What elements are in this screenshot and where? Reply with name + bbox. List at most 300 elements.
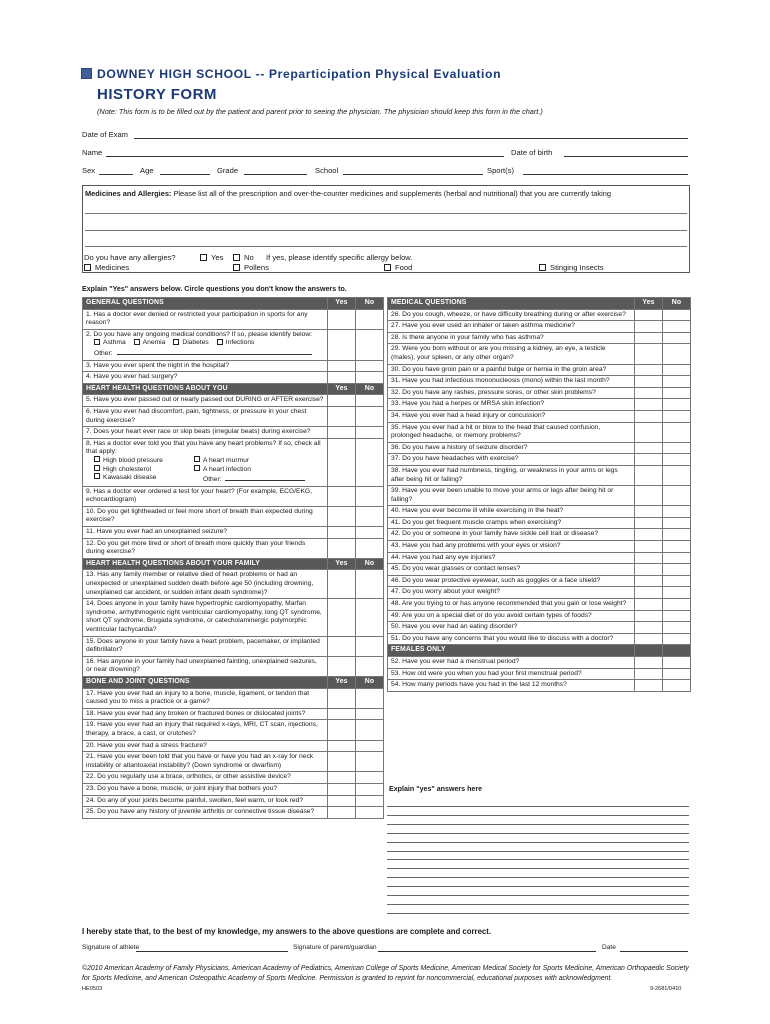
question-text: 36. Do you have a history of seizure disorder? — [391, 443, 528, 451]
copyright-notice: ©2010 American Academy of Family Physicians, American Academy of Pediatrics, American College of Sports Medicine, American Medical Society for Sports Medicine, American Orthopaedic Society for Sports Medicine, and American Osteopathic Academy of Sports Medicine. Permission is granted to reprint for noncommercial, educational purposes with acknowledgment. — [82, 965, 689, 982]
yes-answer-cell[interactable] — [328, 486, 356, 506]
yes-answer-cell[interactable] — [328, 372, 356, 384]
medicines-line-2[interactable] — [85, 230, 687, 231]
heart-problem-label: A heart murmur — [203, 456, 250, 464]
section-title: BONE AND JOINT QUESTIONS — [83, 676, 328, 688]
question-text: 29. Were you born without or are you missing a kidney, an eye, a testicle (males), your spleen, or any other organ? — [391, 345, 606, 361]
question-text: 11. Have you ever had an unexplained seizure? — [86, 528, 228, 536]
yes-answer-cell[interactable] — [328, 538, 356, 558]
yes-answer-cell[interactable] — [328, 783, 356, 795]
yes-answer-cell[interactable] — [635, 321, 663, 333]
question-text-cell — [83, 720, 328, 740]
form-code-left: HE0503 — [82, 986, 103, 992]
question-text-cell — [83, 570, 328, 599]
yes-answer-cell[interactable] — [328, 599, 356, 636]
condition-options — [86, 339, 324, 348]
question-row — [388, 587, 691, 599]
yes-answer-cell[interactable] — [328, 329, 356, 360]
question-row — [388, 633, 691, 645]
question-text-cell — [388, 332, 635, 344]
no-answer-cell[interactable] — [663, 587, 691, 599]
question-text: 13. Has any family member or relative died of heart problems or had an unexpected or unexplained sudden death before age 50 (including drowning, unexplained car accident, or sudden infant death syndrome)? — [86, 571, 314, 596]
question-text-cell — [83, 406, 328, 426]
no-answer-cell[interactable] — [663, 344, 691, 364]
checkbox-icon — [233, 254, 240, 261]
question-text: 42. Do you or someone in your family have sickle cell trait or disease? — [391, 530, 599, 538]
question-text-cell — [388, 321, 635, 333]
no-answer-cell[interactable] — [663, 321, 691, 333]
no-answer-cell[interactable] — [356, 783, 384, 795]
no-answer-cell[interactable] — [356, 720, 384, 740]
question-text: 7. Does your heart ever race or skip beats (irregular beats) during exercise? — [86, 428, 311, 436]
condition-option[interactable] — [94, 339, 126, 346]
name-field[interactable] — [106, 156, 504, 157]
parent-signature-label: Signature of parent/guardian — [293, 944, 377, 951]
yes-answer-cell[interactable] — [328, 688, 356, 708]
question-text-cell — [83, 752, 328, 772]
heart-problem-label: Other: — [203, 476, 222, 484]
explain-line[interactable] — [387, 815, 689, 816]
no-answer-cell[interactable] — [356, 309, 384, 329]
school-label: School — [315, 166, 339, 175]
question-row — [388, 564, 691, 576]
no-answer-cell[interactable] — [663, 506, 691, 518]
yes-answer-cell[interactable] — [635, 442, 663, 454]
no-answer-cell[interactable] — [356, 688, 384, 708]
no-answer-cell[interactable] — [356, 395, 384, 407]
question-text: 19. Have you ever had an injury that required x-rays, MRI, CT scan, injections, therapy, a brace, a cast, or crutches? — [86, 721, 318, 737]
heart-problem-option[interactable] — [94, 474, 194, 485]
condition-option[interactable] — [217, 339, 255, 346]
no-answer-cell[interactable] — [663, 422, 691, 442]
question-text: 21. Have you ever been told that you have or have you had an x-ray for neck instability or atlantoaxial instability? (Down syndrome or dwarfism) — [86, 753, 314, 769]
yes-answer-cell[interactable] — [328, 438, 356, 486]
question-text: 33. Have you had a herpes or MRSA skin infection? — [391, 400, 545, 408]
question-row — [388, 344, 691, 364]
yes-answer-cell[interactable] — [635, 575, 663, 587]
no-answer-cell[interactable] — [663, 410, 691, 422]
heart-problem-label: High blood pressure — [103, 456, 163, 464]
no-answer-cell[interactable] — [356, 360, 384, 372]
yes-answer-cell[interactable] — [635, 506, 663, 518]
explain-line[interactable] — [387, 851, 689, 852]
question-text: 23. Do you have a bone, muscle, or joint injury that bothers you? — [86, 784, 278, 792]
yes-answer-cell[interactable] — [328, 720, 356, 740]
heart-problem-option[interactable] — [94, 457, 194, 466]
no-answer-cell[interactable] — [356, 570, 384, 599]
heart-problem-option[interactable] — [194, 466, 314, 475]
section-header — [388, 298, 691, 310]
no-answer-cell[interactable] — [663, 622, 691, 634]
no-answer-cell[interactable] — [663, 309, 691, 321]
question-row — [388, 657, 691, 669]
yes-answer-cell[interactable] — [328, 506, 356, 526]
question-row — [83, 740, 384, 752]
no-answer-cell[interactable] — [356, 506, 384, 526]
yes-answer-cell[interactable] — [635, 564, 663, 576]
question-text-cell — [388, 399, 635, 411]
yes-answer-cell[interactable] — [635, 454, 663, 466]
question-row — [83, 708, 384, 720]
yes-answer-cell[interactable] — [635, 410, 663, 422]
yes-answer-cell[interactable] — [328, 406, 356, 426]
sex-label: Sex — [82, 166, 96, 175]
school-logo-icon — [81, 68, 92, 79]
yes-answer-cell[interactable] — [328, 360, 356, 372]
question-text: 10. Do you get lightheaded or feel more short of breath than expected during exercise? — [86, 507, 313, 524]
heart-problem-label: A heart infection — [203, 465, 251, 473]
question-text-cell — [83, 329, 328, 360]
checkbox-icon — [94, 465, 100, 471]
no-answer-cell[interactable] — [356, 486, 384, 506]
no-answer-cell[interactable] — [663, 376, 691, 388]
question-text-cell — [83, 372, 328, 384]
no-answer-cell[interactable] — [663, 517, 691, 529]
yes-answer-cell[interactable] — [635, 599, 663, 611]
no-answer-cell[interactable] — [356, 329, 384, 360]
no-answer-cell[interactable] — [356, 636, 384, 656]
yes-answer-cell[interactable] — [635, 529, 663, 541]
checkbox-icon — [84, 264, 91, 271]
explain-line[interactable] — [387, 833, 689, 834]
no-answer-cell[interactable] — [663, 442, 691, 454]
allergy-medicines-option[interactable]: Medicines — [84, 263, 129, 272]
checkbox-icon — [94, 339, 100, 345]
sports-field[interactable] — [523, 174, 688, 175]
question-text-cell — [388, 410, 635, 422]
yes-answer-cell[interactable] — [328, 636, 356, 656]
checkbox-icon — [94, 473, 100, 479]
grade-label: Grade — [217, 166, 239, 175]
allergies-yes-option[interactable]: Yes — [200, 253, 223, 262]
section-title: FEMALES ONLY — [388, 645, 635, 657]
question-text: 28. Is there anyone in your family who has asthma? — [391, 333, 544, 341]
no-answer-cell[interactable] — [663, 529, 691, 541]
explain-line[interactable] — [387, 904, 689, 905]
heart-problem-option[interactable] — [194, 457, 314, 466]
no-answer-cell[interactable] — [356, 795, 384, 807]
question-text-cell — [83, 538, 328, 558]
question-text-cell — [388, 587, 635, 599]
explain-line[interactable] — [387, 824, 689, 825]
question-row — [83, 372, 384, 384]
yes-answer-cell[interactable] — [635, 587, 663, 599]
question-text: 43. Have you had any problems with your eyes or vision? — [391, 542, 561, 550]
question-text-cell — [388, 575, 635, 587]
question-row — [388, 552, 691, 564]
no-answer-cell[interactable] — [663, 399, 691, 411]
no-answer-cell[interactable] — [356, 772, 384, 784]
explain-line[interactable] — [387, 806, 689, 807]
questions-table-right — [387, 297, 691, 692]
no-answer-cell[interactable] — [356, 527, 384, 539]
yes-answer-cell[interactable] — [635, 387, 663, 399]
yes-answer-cell[interactable] — [635, 541, 663, 553]
other-label: Other: — [94, 349, 113, 357]
no-answer-cell[interactable] — [356, 807, 384, 819]
question-text: 34. Have you ever had a head injury or concussion? — [391, 411, 546, 419]
explain-yes-label: Explain "yes" answers here — [389, 785, 483, 793]
no-answer-cell[interactable] — [663, 387, 691, 399]
school-field[interactable] — [343, 174, 483, 175]
explain-line[interactable] — [387, 895, 689, 896]
question-text-cell — [388, 309, 635, 321]
no-answer-cell[interactable] — [356, 656, 384, 676]
no-column-header: No — [356, 383, 384, 395]
heart-problem-option[interactable] — [94, 466, 194, 475]
no-answer-cell[interactable] — [663, 633, 691, 645]
date-signature-label: Date — [602, 944, 616, 951]
question-text-cell — [388, 680, 635, 692]
explain-line[interactable] — [387, 859, 689, 860]
age-field[interactable] — [160, 174, 210, 175]
condition-option[interactable] — [173, 339, 208, 346]
no-answer-cell[interactable] — [356, 372, 384, 384]
yes-answer-cell[interactable] — [328, 708, 356, 720]
question-text: 14. Does anyone in your family have hypertrophic cardiomyopathy, Marfan syndrome, arrhythmogenic right ventricular cardiomyopathy, long QT syndrome, short QT syndrome, Brugada syndrome, or catecholaminergic polymorphic ventricular tachycardia? — [86, 600, 322, 633]
question-text-cell — [83, 656, 328, 676]
question-text: 41. Do you get frequent muscle cramps when exercising? — [391, 518, 562, 526]
section-header — [388, 645, 691, 657]
no-answer-cell[interactable] — [663, 610, 691, 622]
question-text: 52. Have you ever had a menstrual period? — [391, 658, 520, 665]
checkbox-icon — [94, 456, 100, 462]
yes-answer-cell[interactable] — [635, 552, 663, 564]
no-answer-cell[interactable] — [663, 680, 691, 692]
question-text: 5. Have you ever passed out or nearly passed out DURING or AFTER exercise? — [86, 396, 324, 404]
no-answer-cell[interactable] — [663, 364, 691, 376]
condition-option-label: Asthma — [103, 339, 126, 347]
question-text-cell — [83, 740, 328, 752]
question-text-cell — [388, 486, 635, 506]
question-row — [83, 807, 384, 819]
explain-line[interactable] — [387, 877, 689, 878]
condition-option[interactable] — [134, 339, 166, 346]
question-text-cell — [83, 772, 328, 784]
question-text: 47. Do you worry about your weight? — [391, 588, 500, 596]
yes-answer-cell[interactable] — [635, 344, 663, 364]
question-text: 31. Have you had infectious mononucleosis (mono) within the last month? — [391, 377, 610, 385]
question-row — [83, 309, 384, 329]
question-row — [388, 506, 691, 518]
yes-answer-cell[interactable] — [328, 527, 356, 539]
yes-answer-cell[interactable] — [635, 622, 663, 634]
athlete-signature-label: Signature of athlete — [82, 944, 140, 951]
checkbox-icon — [194, 456, 200, 462]
question-text-cell — [388, 541, 635, 553]
athlete-signature-field[interactable] — [136, 951, 288, 952]
question-row — [388, 376, 691, 388]
name-label: Name — [82, 148, 103, 157]
yes-answer-cell[interactable] — [635, 309, 663, 321]
question-text: 15. Does anyone in your family have a heart problem, pacemaker, or implanted defibrillator? — [86, 637, 320, 654]
no-answer-cell[interactable] — [356, 406, 384, 426]
no-answer-cell[interactable] — [663, 552, 691, 564]
question-text: 30. Do you have groin pain or a painful bulge or hernia in the groin area? — [391, 365, 607, 373]
form-code-right: 9-2681/0410 — [650, 986, 682, 992]
no-answer-cell[interactable] — [663, 657, 691, 669]
question-text-cell — [388, 657, 635, 669]
heart-problem-label: High cholesterol — [103, 465, 151, 473]
no-answer-cell[interactable] — [356, 538, 384, 558]
no-answer-cell[interactable] — [356, 438, 384, 486]
allergy-stinging-option[interactable]: Stinging Insects — [539, 263, 604, 272]
other-field[interactable] — [225, 474, 305, 481]
no-column-blank — [663, 645, 691, 657]
sex-field[interactable] — [99, 174, 133, 175]
no-answer-cell[interactable] — [663, 564, 691, 576]
question-text: 46. Do you wear protective eyewear, such as goggles or a face shield? — [391, 576, 601, 584]
yes-answer-cell[interactable] — [635, 680, 663, 692]
section-header — [83, 383, 384, 395]
yes-answer-cell[interactable] — [328, 740, 356, 752]
no-answer-cell[interactable] — [356, 599, 384, 636]
medicines-line-1[interactable] — [85, 213, 687, 214]
condition-option-label: Anemia — [142, 339, 166, 347]
no-column-header: No — [356, 298, 384, 310]
yes-answer-cell[interactable] — [635, 657, 663, 669]
yes-answer-cell[interactable] — [328, 752, 356, 772]
no-answer-cell[interactable] — [663, 668, 691, 680]
section-header — [83, 676, 384, 688]
heart-problem-label: Kawasaki disease — [103, 474, 157, 482]
question-row — [388, 309, 691, 321]
yes-answer-cell[interactable] — [635, 364, 663, 376]
question-row — [83, 656, 384, 676]
certification-statement: I hereby state that, to the best of my knowledge, my answers to the above questions are complete and correct. — [82, 927, 492, 936]
question-row — [83, 506, 384, 526]
checkbox-icon — [217, 339, 223, 345]
explain-line[interactable] — [387, 842, 689, 843]
parent-signature-field[interactable] — [378, 951, 596, 952]
date-of-exam-field[interactable] — [134, 138, 688, 139]
question-row — [388, 465, 691, 485]
yes-answer-cell[interactable] — [635, 422, 663, 442]
grade-field[interactable] — [244, 174, 307, 175]
question-text-cell — [388, 442, 635, 454]
allergy-pollens-option[interactable]: Pollens — [233, 263, 269, 272]
medicines-line-3[interactable] — [85, 246, 687, 247]
other-field[interactable] — [117, 348, 312, 355]
yes-answer-cell[interactable] — [328, 807, 356, 819]
yes-answer-cell[interactable] — [328, 395, 356, 407]
explain-instruction: Explain "Yes" answers below. Circle questions you don't know the answers to. — [82, 285, 347, 293]
question-row — [83, 570, 384, 599]
question-text-cell — [388, 599, 635, 611]
question-text-cell — [83, 783, 328, 795]
dob-field[interactable] — [564, 156, 688, 157]
question-text: 48. Are you trying to or has anyone recommended that you gain or lose weight? — [391, 600, 627, 608]
no-answer-cell[interactable] — [663, 465, 691, 485]
yes-answer-cell[interactable] — [328, 656, 356, 676]
question-text-cell — [83, 599, 328, 636]
yes-answer-cell[interactable] — [328, 570, 356, 599]
question-row — [388, 364, 691, 376]
no-answer-cell[interactable] — [663, 541, 691, 553]
question-row — [388, 422, 691, 442]
heart-problem-option[interactable] — [194, 474, 314, 485]
question-text: 44. Have you had any eye injuries? — [391, 553, 496, 561]
question-text-cell — [83, 688, 328, 708]
checkbox-icon — [233, 264, 240, 271]
question-text: 6. Have you ever had discomfort, pain, tightness, or pressure in your chest during exercise? — [86, 407, 307, 424]
question-text: 24. Do any of your joints become painful, swollen, feel warm, or look red? — [86, 796, 304, 804]
no-answer-cell[interactable] — [663, 575, 691, 587]
question-text-cell — [83, 438, 328, 486]
question-row — [83, 783, 384, 795]
yes-answer-cell[interactable] — [635, 668, 663, 680]
dob-label: Date of birth — [511, 148, 553, 157]
yes-answer-cell[interactable] — [328, 795, 356, 807]
question-text-cell — [388, 454, 635, 466]
question-text-cell — [388, 387, 635, 399]
condition-option-label: Infections — [225, 339, 255, 347]
question-text: 27. Have you ever used an inhaler or taken asthma medicine? — [391, 322, 576, 330]
question-row — [388, 610, 691, 622]
yes-answer-cell[interactable] — [328, 427, 356, 439]
yes-answer-cell[interactable] — [635, 399, 663, 411]
question-text-cell — [83, 309, 328, 329]
yes-column-blank — [635, 645, 663, 657]
no-answer-cell[interactable] — [663, 332, 691, 344]
no-answer-cell[interactable] — [356, 427, 384, 439]
question-text: 39. Have you ever been unable to move your arms or legs after being hit or falling? — [391, 487, 614, 503]
question-text-cell — [83, 427, 328, 439]
question-text: 38. Have you ever had numbness, tingling, or weakness in your arms or legs after being hit or falling? — [391, 466, 618, 483]
question-text-cell — [83, 360, 328, 372]
question-text: 50. Have you ever had an eating disorder? — [391, 623, 518, 631]
question-row — [388, 575, 691, 587]
question-text-cell — [388, 633, 635, 645]
section-header — [83, 558, 384, 570]
no-answer-cell[interactable] — [663, 599, 691, 611]
question-row — [388, 680, 691, 692]
yes-answer-cell[interactable] — [635, 376, 663, 388]
date-signature-field[interactable] — [620, 951, 688, 952]
other-condition[interactable] — [86, 348, 324, 359]
question-row — [83, 720, 384, 740]
form-note: (Note: This form is to be filled out by the patient and parent prior to seeing the physician. The physician should keep this form in the chart.) — [97, 107, 543, 116]
yes-answer-cell[interactable] — [328, 772, 356, 784]
yes-answer-cell[interactable] — [635, 633, 663, 645]
yes-answer-cell[interactable] — [635, 517, 663, 529]
question-text: 1. Has a doctor ever denied or restricted your participation in sports for any reason? — [86, 310, 308, 327]
allergies-instruction: If yes, please identify specific allergy below. — [266, 253, 413, 262]
no-answer-cell[interactable] — [356, 740, 384, 752]
explain-line[interactable] — [387, 886, 689, 887]
no-answer-cell[interactable] — [356, 752, 384, 772]
questions-table-left — [82, 297, 384, 819]
yes-answer-cell[interactable] — [635, 465, 663, 485]
yes-answer-cell[interactable] — [635, 610, 663, 622]
yes-answer-cell[interactable] — [328, 309, 356, 329]
no-answer-cell[interactable] — [356, 708, 384, 720]
question-text-cell — [388, 422, 635, 442]
question-text: 26. Do you cough, wheeze, or have difficulty breathing during or after exercise? — [391, 310, 626, 318]
yes-answer-cell[interactable] — [635, 486, 663, 506]
medicines-text: Please list all of the prescription and over-the-counter medicines and supplements (herbal and nutritional) that you are currently taking — [173, 189, 611, 198]
allergies-no-option[interactable]: No — [233, 253, 254, 262]
question-row — [388, 541, 691, 553]
checkbox-icon — [194, 465, 200, 471]
yes-answer-cell[interactable] — [635, 332, 663, 344]
no-column-header: No — [356, 676, 384, 688]
explain-line[interactable] — [387, 913, 689, 914]
no-answer-cell[interactable] — [663, 486, 691, 506]
allergy-food-option[interactable]: Food — [384, 263, 412, 272]
explain-line[interactable] — [387, 868, 689, 869]
no-answer-cell[interactable] — [663, 454, 691, 466]
